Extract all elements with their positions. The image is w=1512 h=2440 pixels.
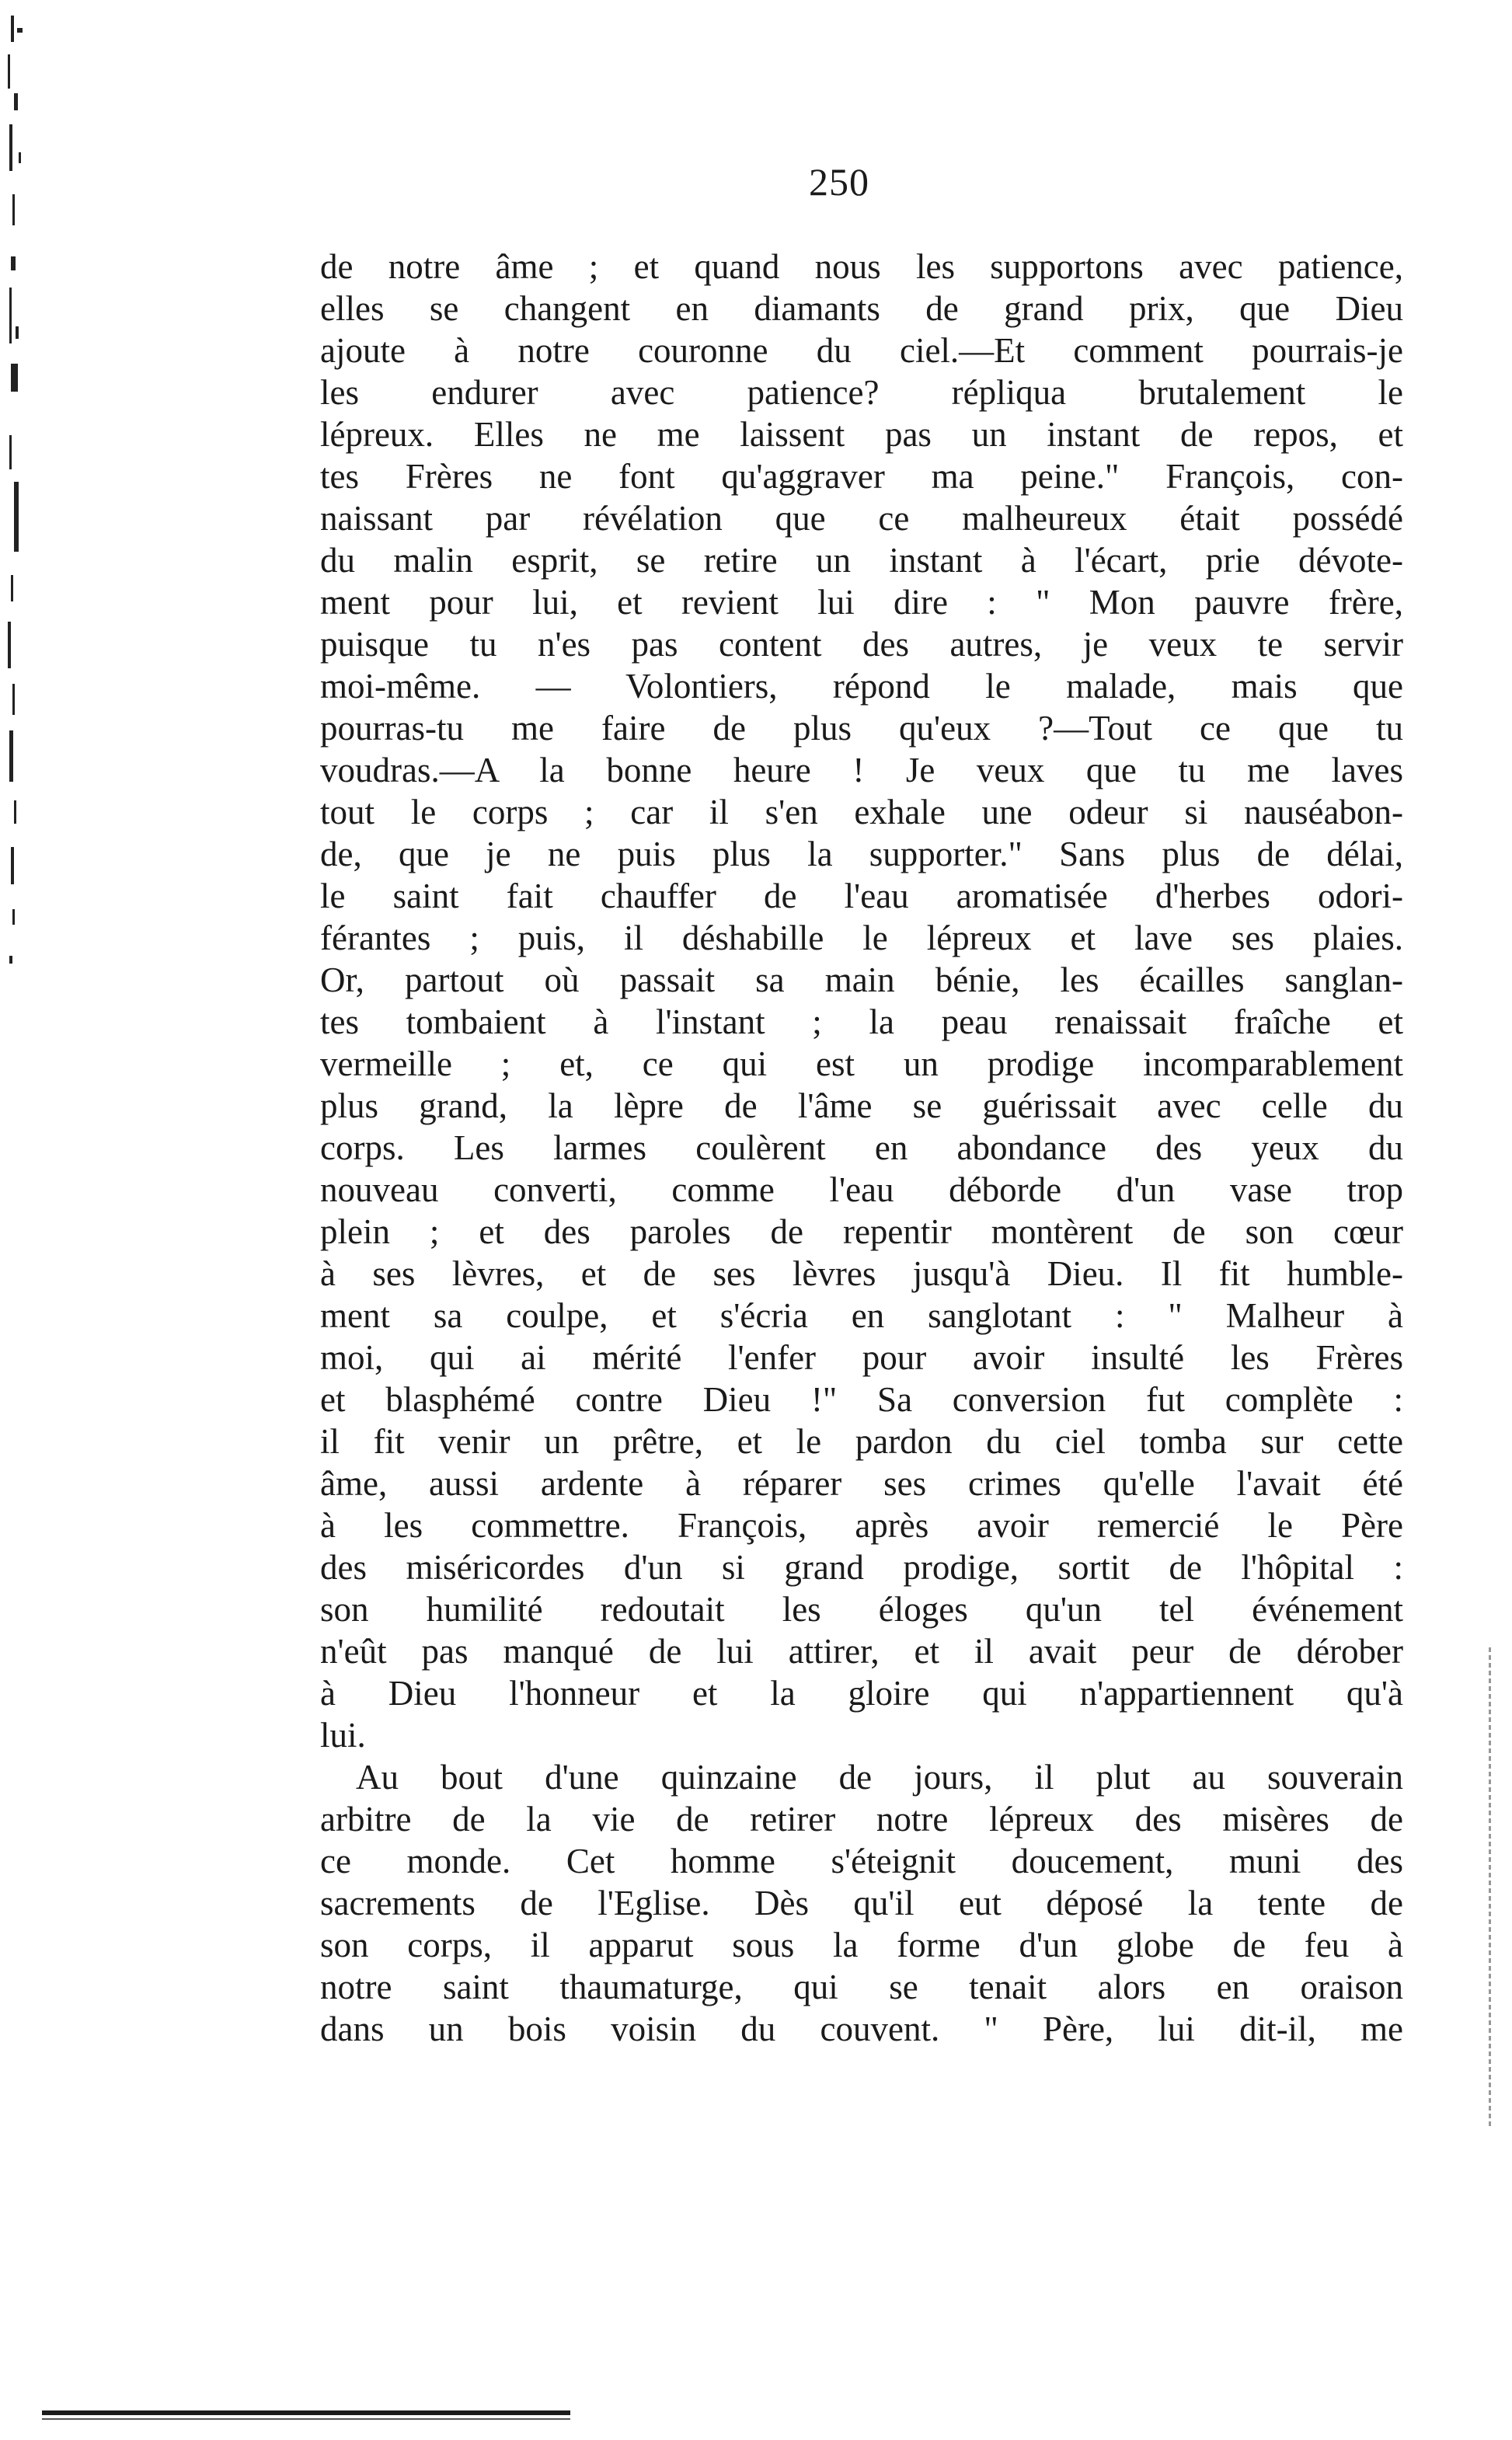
text-line: ment pour lui, et revient lui dire : " Mon pauvre frère, [320, 583, 1403, 622]
paragraph [320, 246, 1403, 1756]
text-line: voudras.—A la bonne heure ! Je veux que tu me laves [320, 751, 1403, 790]
text-line: à Dieu l'honneur et la gloire qui n'appartiennent qu'à [320, 1674, 1403, 1713]
text-line: arbitre de la vie de retirer notre lépreux des misères de [320, 1800, 1403, 1839]
text-line: lui. [320, 1716, 366, 1755]
text-line: férantes ; puis, il déshabille le lépreux et lave ses plaies. [320, 918, 1403, 957]
text-line: moi-même. — Volontiers, répond le malade, mais que [320, 667, 1403, 706]
text-line: de, que je ne puis plus la supporter." Sans plus de délai, [320, 835, 1403, 873]
text-line: pourras-tu me faire de plus qu'eux ?—Tout ce que tu [320, 709, 1403, 748]
text-line: notre saint thaumaturge, qui se tenait alors en oraison [320, 1968, 1403, 2006]
text-line: tout le corps ; car il s'en exhale une odeur si nauséabon- [320, 793, 1403, 831]
text-line: Or, partout où passait sa main bénie, les écailles sanglan- [320, 960, 1403, 999]
text-line: lépreux. Elles ne me laissent pas un instant de repos, et [320, 415, 1403, 454]
text-line: son corps, il apparut sous la forme d'un globe de feu à [320, 1926, 1403, 1964]
text-line: plus grand, la lèpre de l'âme se guérissait avec celle du [320, 1086, 1403, 1125]
page-number: 250 [809, 160, 869, 204]
text-line: naissant par révélation que ce malheureux était possédé [320, 499, 1403, 538]
text-line: moi, qui ai mérité l'enfer pour avoir insulté les Frères [320, 1338, 1403, 1377]
paragraph [320, 1756, 1403, 2050]
text-line: corps. Les larmes coulèrent en abondance des yeux du [320, 1128, 1403, 1167]
body-text [320, 246, 1403, 2050]
text-line: des miséricordes d'un si grand prodige, sortit de l'hôpital : [320, 1548, 1403, 1587]
text-line: il fit venir un prêtre, et le pardon du ciel tomba sur cette [320, 1422, 1403, 1461]
text-line: tes Frères ne font qu'aggraver ma peine." François, con- [320, 457, 1403, 496]
text-line: et blasphémé contre Dieu !" Sa conversion fut complète : [320, 1380, 1403, 1419]
text-line: vermeille ; et, ce qui est un prodige incomparablement [320, 1044, 1403, 1083]
binding-edge-artifact [0, 0, 47, 995]
text-line: le saint fait chauffer de l'eau aromatisée d'herbes odori- [320, 877, 1403, 915]
text-line: n'eût pas manqué de lui attirer, et il avait peur de dérober [320, 1632, 1403, 1671]
text-line: elles se changent en diamants de grand prix, que Dieu [320, 289, 1403, 328]
text-line: ce monde. Cet homme s'éteignit doucement, muni des [320, 1842, 1403, 1881]
text-line: sacrements de l'Eglise. Dès qu'il eut déposé la tente de [320, 1884, 1403, 1922]
text-line: son humilité redoutait les éloges qu'un tel événement [320, 1590, 1403, 1629]
text-line: du malin esprit, se retire un instant à l'écart, prie dévote- [320, 541, 1403, 580]
text-line: ment sa coulpe, et s'écria en sanglotant : " Malheur à [320, 1296, 1403, 1335]
text-line: à les commettre. François, après avoir remercié le Père [320, 1506, 1403, 1545]
right-margin-artifact [1489, 1647, 1491, 2129]
text-line: ajoute à notre couronne du ciel.—Et comment pourrais-je [320, 331, 1403, 370]
text-line: âme, aussi ardente à réparer ses crimes qu'elle l'avait été [320, 1464, 1403, 1503]
text-line: les endurer avec patience? répliqua brutalement le [320, 373, 1403, 412]
bottom-scan-rule-thin [42, 2418, 570, 2420]
text-line: à ses lèvres, et de ses lèvres jusqu'à Dieu. Il fit humble- [320, 1254, 1403, 1293]
bottom-scan-rule [42, 2410, 570, 2415]
text-line: de notre âme ; et quand nous les supportons avec patience, [320, 247, 1403, 286]
text-line: puisque tu n'es pas content des autres, je veux te servir [320, 625, 1403, 664]
text-line: tes tombaient à l'instant ; la peau renaissait fraîche et [320, 1002, 1403, 1041]
text-line: nouveau converti, comme l'eau déborde d'un vase trop [320, 1170, 1403, 1209]
text-line: Au bout d'une quinzaine de jours, il plut au souverain [356, 1758, 1403, 1797]
text-line: dans un bois voisin du couvent. " Père, lui dit-il, me [320, 2010, 1403, 2048]
text-line: plein ; et des paroles de repentir montèrent de son cœur [320, 1212, 1403, 1251]
